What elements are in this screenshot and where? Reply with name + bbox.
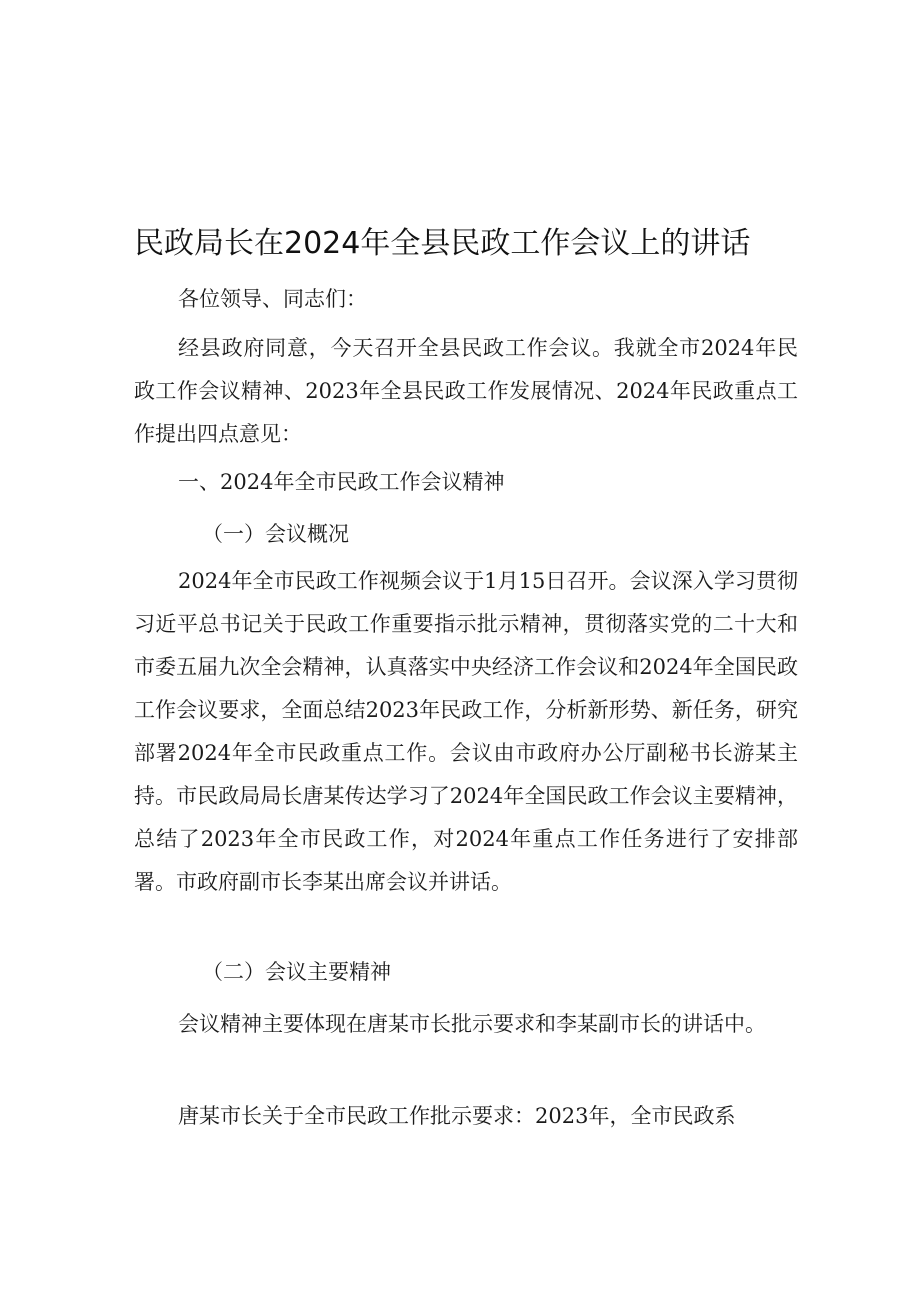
- salutation-paragraph: 各位领导、同志们：: [178, 287, 367, 311]
- mayor-instructions-paragraph: 唐某市长关于全市民政工作批示要求：2023年，全市民政系: [178, 1104, 736, 1128]
- intro-paragraph: 经县政府同意，今天召开全县民政工作会议。我就全市2024年民政工作会议精神、2023年全县民政工作发展情况、2024年民政重点工作提出四点意见：: [134, 336, 798, 446]
- section-heading-1: 一、2024年全市民政工作会议精神: [178, 470, 505, 494]
- subsection-heading-1: （一）会议概况: [202, 522, 349, 546]
- meeting-overview-paragraph: 2024年全市民政工作视频会议于1月15日召开。会议深入学习贯彻习近平总书记关于民政工作重要指示批示精神，贯彻落实党的二十大和市委五届九次全会精神，认真落实中央经济工作会议和2024年全国民政工作会议要求，全面总结2023年民政工作，分析新形势、新任务，研究部署2024年全市民政重点工作。会议由市政府办公厅副秘书长游某主持。市民政局局长唐某传达学习了2024年全国民政工作会议主要精神，总结了2023年全市民政工作，对2024年重点工作任务进行了安排部署。市政府副市长李某出席会议并讲话。: [134, 569, 798, 894]
- subsection-heading-2: （二）会议主要精神: [202, 960, 391, 984]
- page-title: 民政局长在2024年全县民政工作会议上的讲话: [134, 226, 751, 261]
- meeting-spirit-paragraph: 会议精神主要体现在唐某市长批示要求和李某副市长的讲话中。: [178, 1012, 766, 1036]
